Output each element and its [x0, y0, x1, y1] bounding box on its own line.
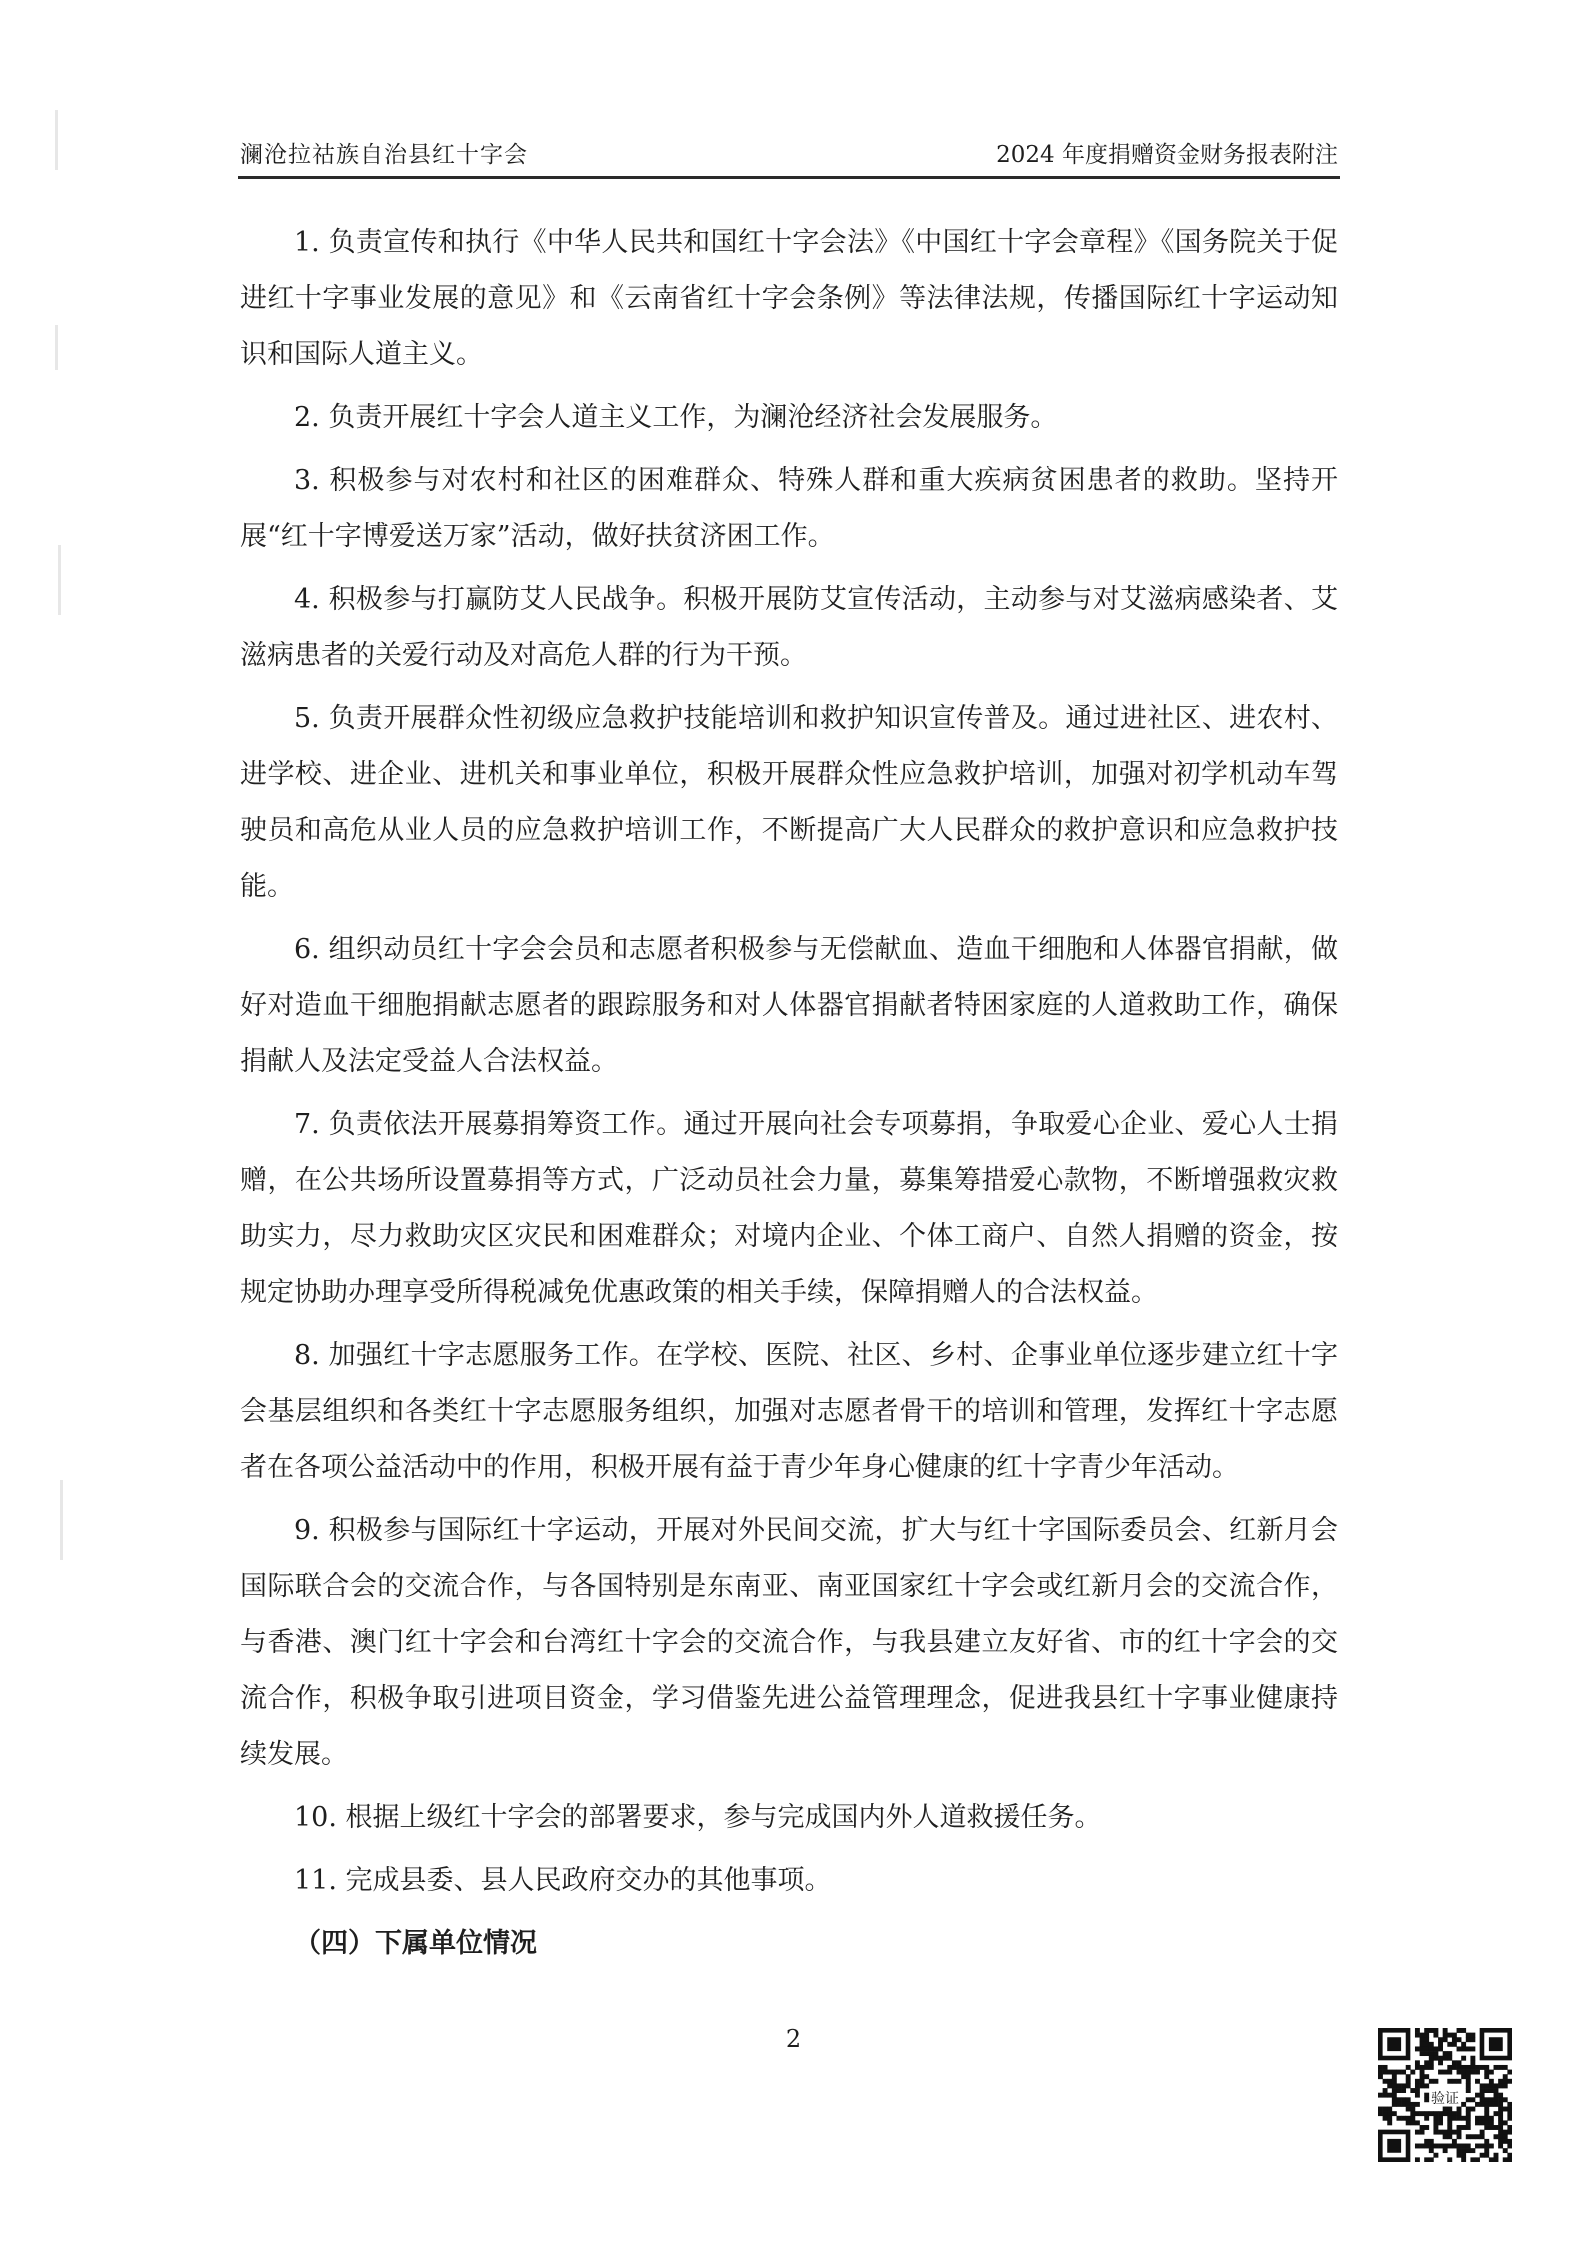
paragraph-10: 10. 根据上级红十字会的部署要求，参与完成国内外人道救援任务。	[294, 1802, 1102, 1833]
scan-artifact	[58, 545, 61, 615]
page-header	[240, 137, 1338, 173]
qr-caption: 验证	[1431, 2091, 1459, 2107]
paragraph-3: 3. 积极参与对农村和社区的困难群众、特殊人群和重大疾病贫困患者的救助。坚持开展“红十字博爱送万家”活动，做好扶贫济困工作。	[240, 465, 1338, 552]
header-divider	[238, 176, 1340, 179]
paragraph-8: 8. 加强红十字志愿服务工作。在学校、医院、社区、乡村、企事业单位逐步建立红十字会基层组织和各类红十字志愿服务组织，加强对志愿者骨干的培训和管理，发挥红十字志愿者在各项公益活动中的作用，积极开展有益于青少年身心健康的红十字青少年活动。	[240, 1340, 1338, 1483]
qr-code-icon	[1378, 2028, 1512, 2162]
paragraph-2: 2. 负责开展红十字会人道主义工作，为澜沧经济社会发展服务。	[294, 402, 1058, 433]
scan-artifact	[60, 1480, 63, 1560]
paragraph-9: 9. 积极参与国际红十字运动，开展对外民间交流，扩大与红十字国际委员会、红新月会国际联合会的交流合作，与各国特别是东南亚、南亚国家红十字会或红新月会的交流合作，与香港、澳门红十字会和台湾红十字会的交流合作，与我县建立友好省、市的红十字会的交流合作，积极争取引进项目资金，学习借鉴先进公益管理理念，促进我县红十字事业健康持续发展。	[240, 1515, 1338, 1770]
paragraph-5: 5. 负责开展群众性初级应急救护技能培训和救护知识宣传普及。通过进社区、进农村、进学校、进企业、进机关和事业单位，积极开展群众性应急救护培训，加强对初学机动车驾驶员和高危从业人员的应急救护培训工作，不断提高广大人民群众的救护意识和应急救护技能。	[240, 703, 1338, 902]
page-number: 2	[785, 2025, 802, 2053]
scan-artifact	[55, 325, 58, 370]
paragraph-11: 11. 完成县委、县人民政府交办的其他事项。	[294, 1865, 832, 1896]
header-document-title: 2024 年度捐赠资金财务报表附注	[996, 142, 1338, 168]
header-organization: 澜沧拉祜族自治县红十字会	[240, 142, 528, 168]
paragraph-1: 1. 负责宣传和执行《中华人民共和国红十字会法》《中国红十字会章程》《国务院关于促进红十字事业发展的意见》和《云南省红十字会条例》等法律法规，传播国际红十字运动知识和国际人道主义。	[240, 227, 1338, 370]
paragraph-7: 7. 负责依法开展募捐筹资工作。通过开展向社会专项募捐，争取爱心企业、爱心人士捐赠，在公共场所设置募捐等方式，广泛动员社会力量，募集筹措爱心款物，不断增强救灾救助实力，尽力救助灾区灾民和困难群众；对境内企业、个体工商户、自然人捐赠的资金，按规定协助办理享受所得税减免优惠政策的相关手续，保障捐赠人的合法权益。	[240, 1109, 1338, 1308]
qr-code-graphic	[1378, 2028, 1512, 2162]
paragraph-6: 6. 组织动员红十字会会员和志愿者积极参与无偿献血、造血干细胞和人体器官捐献，做好对造血干细胞捐献志愿者的跟踪服务和对人体器官捐献者特困家庭的人道救助工作，确保捐献人及法定受益人合法权益。	[240, 934, 1338, 1077]
document-body	[240, 215, 1338, 1972]
scan-artifact	[55, 110, 58, 170]
section-subheading: （四）下属单位情况	[294, 1928, 537, 1959]
paragraph-4: 4. 积极参与打赢防艾人民战争。积极开展防艾宣传活动，主动参与对艾滋病感染者、艾滋病患者的关爱行动及对高危人群的行为干预。	[240, 584, 1338, 671]
